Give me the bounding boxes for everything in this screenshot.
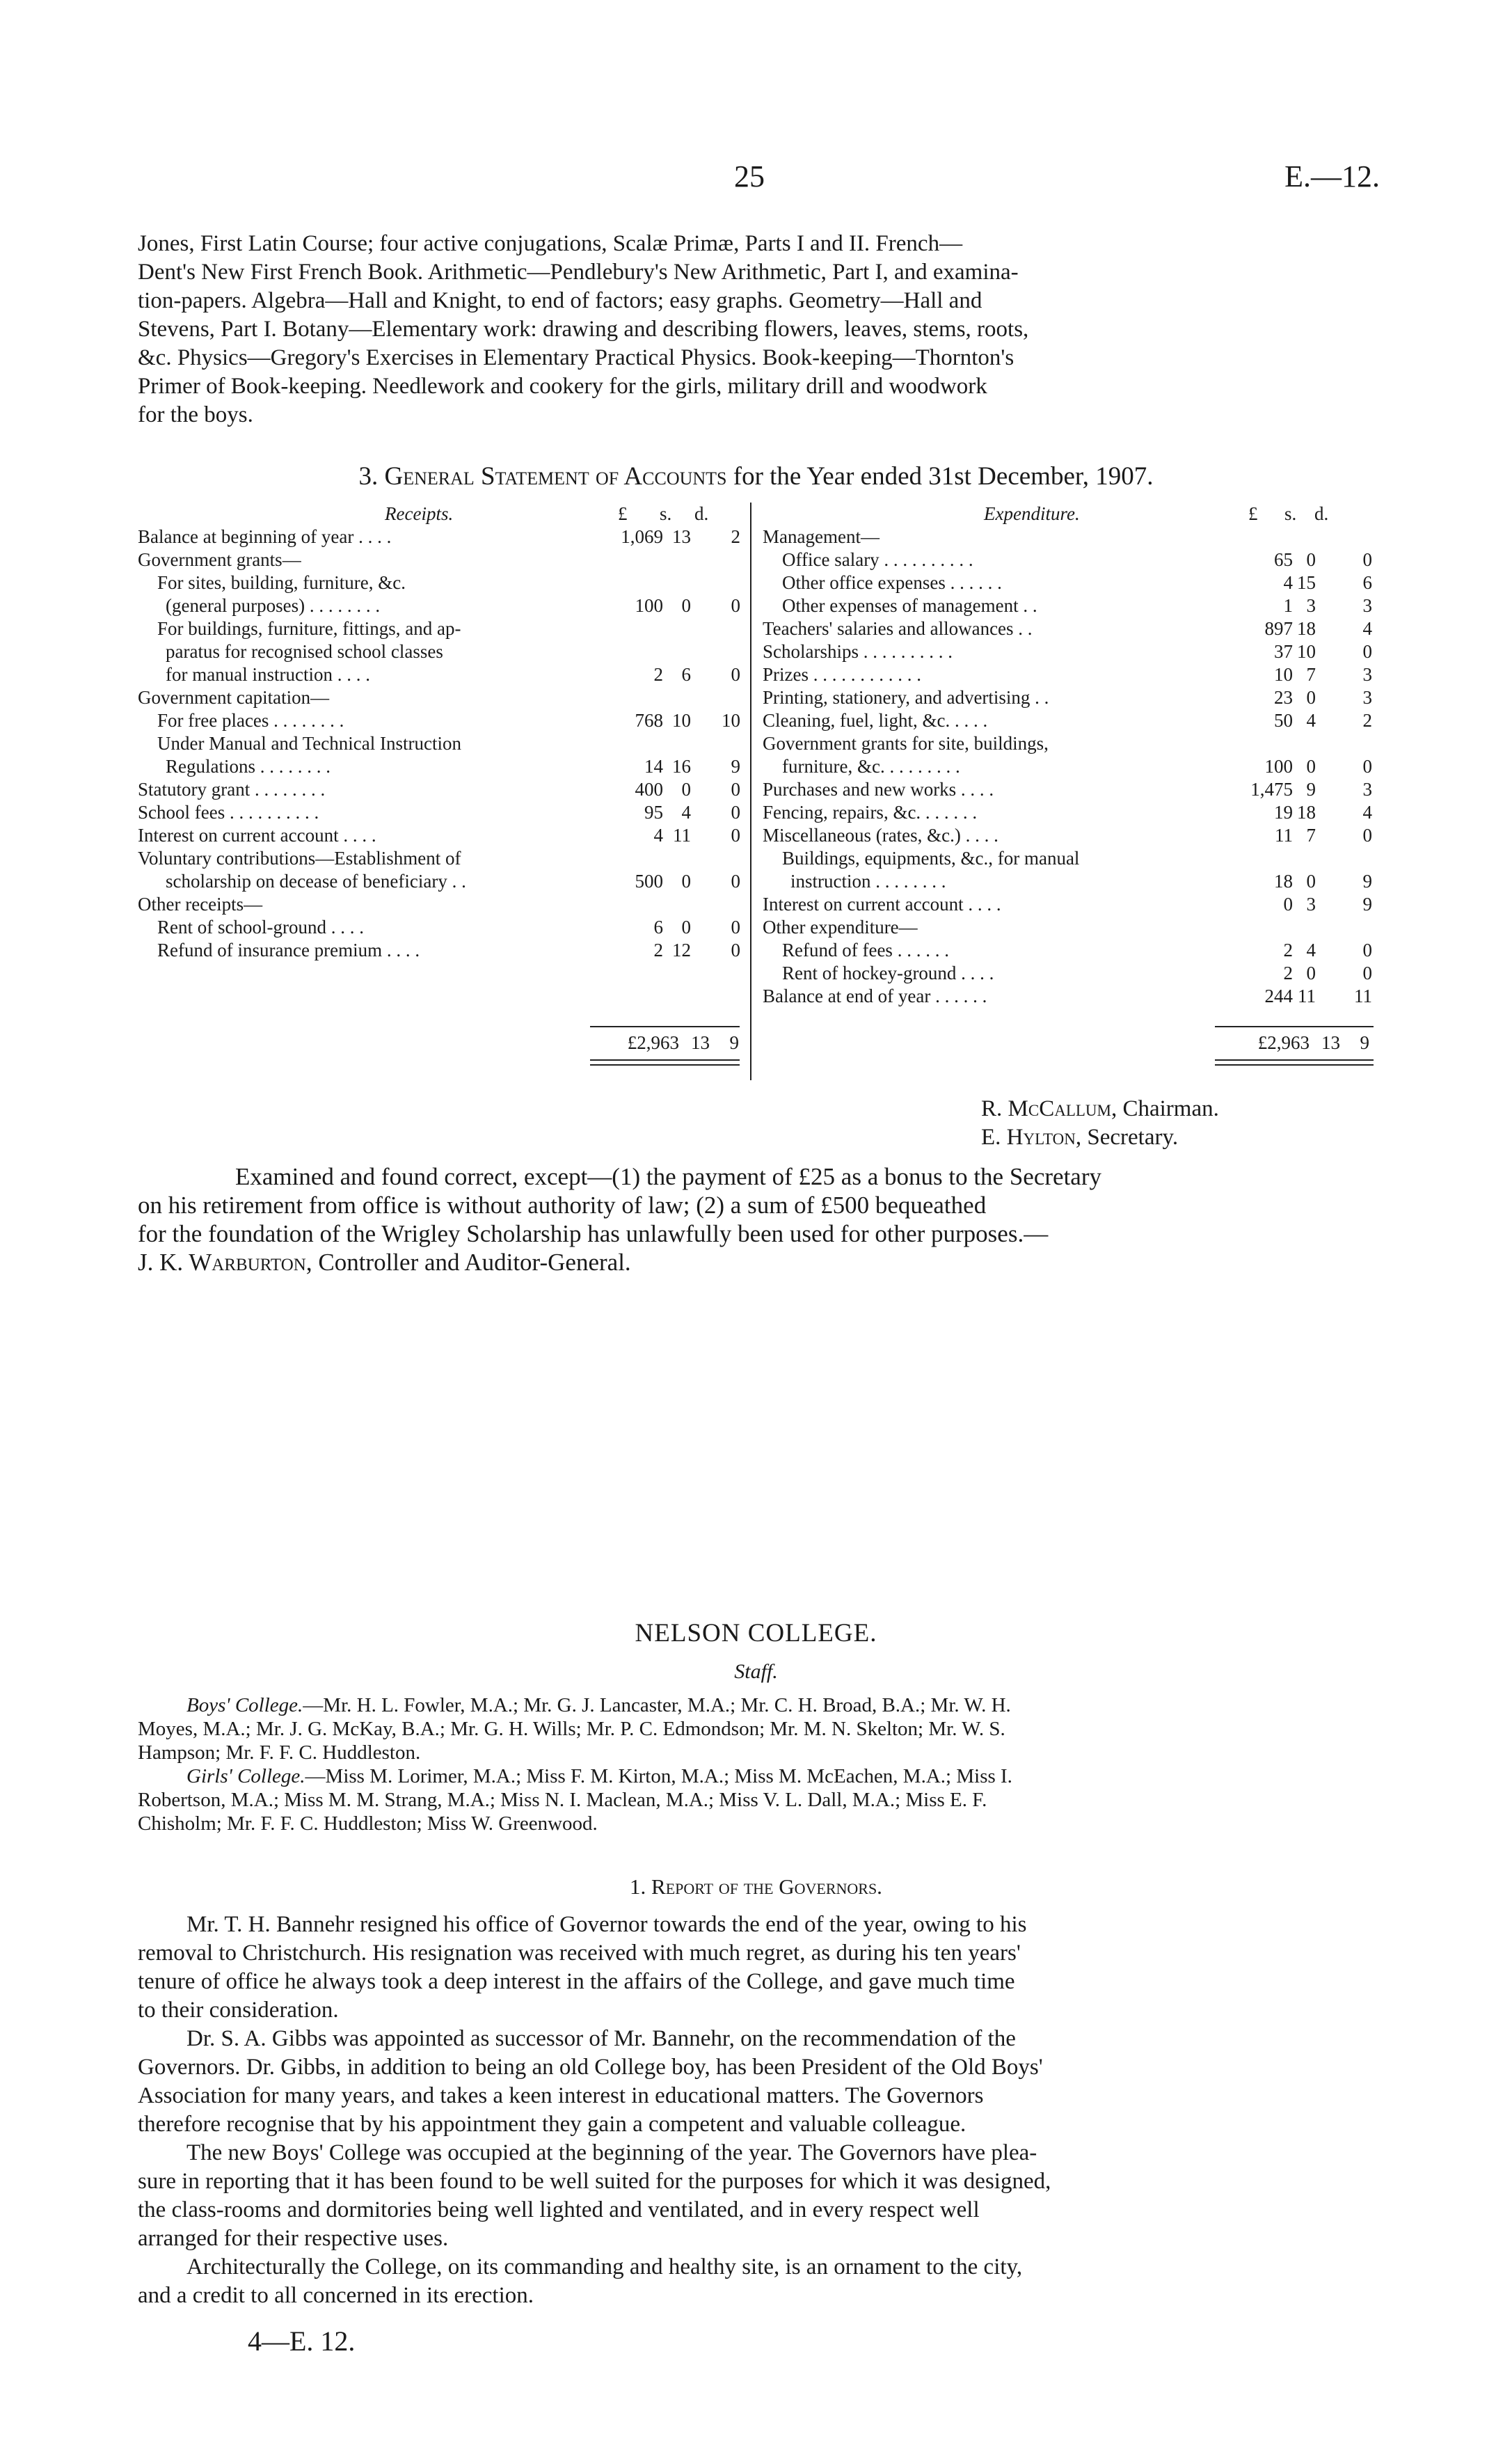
amount-pounds: 6 bbox=[653, 917, 663, 938]
row-label: Government grants for site, buildings, bbox=[763, 733, 1049, 754]
amount-pounds: 1 bbox=[1283, 595, 1293, 616]
amount-shillings: 10 bbox=[1297, 641, 1316, 662]
row-label: For buildings, furniture, fittings, and ap- bbox=[157, 618, 461, 639]
receipt-row bbox=[138, 870, 743, 893]
expenditure-total: £2,963 13 9 bbox=[1257, 1032, 1369, 1053]
expenditure-row bbox=[763, 985, 1374, 1008]
expenditure-row bbox=[763, 571, 1374, 594]
amount-shillings: 7 bbox=[1306, 825, 1316, 846]
row-label: Government grants— bbox=[138, 549, 301, 570]
receipts-total-rule bbox=[590, 1026, 740, 1027]
expenditure-row bbox=[763, 893, 1374, 916]
expenditure-row bbox=[763, 686, 1374, 709]
expenditure-row bbox=[763, 594, 1374, 617]
document-reference: E.—12. bbox=[1284, 159, 1380, 193]
amount-shillings: 0 bbox=[1306, 756, 1316, 777]
girls-college-label: Girls' College. bbox=[186, 1765, 305, 1787]
signature-secretary: E. Hylton, Secretary. bbox=[981, 1125, 1179, 1150]
expenditure-row bbox=[763, 778, 1374, 801]
amount-pounds: 14 bbox=[644, 756, 663, 777]
amount-pounds: 50 bbox=[1274, 710, 1293, 731]
amount-pounds: 0 bbox=[1283, 894, 1293, 915]
amount-pounds: 897 bbox=[1264, 618, 1293, 639]
expenditure-column bbox=[763, 525, 1374, 1008]
amount-shillings: 18 bbox=[1297, 802, 1316, 823]
page-number: 25 bbox=[734, 159, 765, 193]
amount-shillings: 3 bbox=[1306, 595, 1316, 616]
row-label: Buildings, equipments, &c., for manual bbox=[782, 848, 1080, 869]
paragraph-line: Governors. Dr. Gibbs, in addition to being an old College boy, has been President of the Old Boys' bbox=[138, 2055, 1043, 2080]
col-pence: d. bbox=[1314, 503, 1329, 524]
amount-shillings: 3 bbox=[1306, 894, 1316, 915]
amount-pence: 0 bbox=[1362, 756, 1372, 777]
row-label: Other office expenses . . . . . . bbox=[782, 572, 1002, 593]
amount-pence: 0 bbox=[1362, 963, 1372, 983]
amount-pence: 2 bbox=[1362, 710, 1372, 731]
receipt-row bbox=[138, 709, 743, 732]
amount-pence: 4 bbox=[1362, 802, 1372, 823]
paragraph-line: &c. Physics—Gregory's Exercises in Elementary Practical Physics. Book-keeping—Thornton's bbox=[138, 345, 1014, 370]
amount-pence: 0 bbox=[731, 940, 740, 961]
row-label: Miscellaneous (rates, &c.) . . . . bbox=[763, 825, 998, 846]
section-title: NELSON COLLEGE. bbox=[635, 1619, 877, 1647]
row-label: Balance at end of year . . . . . . bbox=[763, 986, 987, 1006]
receipt-row bbox=[138, 893, 743, 916]
row-label: Other expenditure— bbox=[763, 917, 918, 938]
amount-shillings: 10 bbox=[672, 710, 691, 731]
row-label: paratus for recognised school classes bbox=[166, 641, 443, 662]
amount-shillings: 12 bbox=[672, 940, 691, 961]
row-label: Government capitation— bbox=[138, 687, 330, 708]
expenditure-row bbox=[763, 847, 1374, 870]
expenditure-row bbox=[763, 732, 1374, 755]
receipt-row bbox=[138, 824, 743, 847]
amount-pounds: 4 bbox=[653, 825, 663, 846]
row-label: Under Manual and Technical Instruction bbox=[157, 733, 461, 754]
paragraph-line: for the boys. bbox=[138, 402, 253, 427]
row-label: instruction . . . . . . . . bbox=[790, 871, 946, 892]
row-label: Refund of fees . . . . . . bbox=[782, 940, 949, 961]
amount-shillings: 0 bbox=[1306, 687, 1316, 708]
paragraph-line: Stevens, Part I. Botany—Elementary work: drawing and describing flowers, leaves, stems, roots, bbox=[138, 317, 1029, 342]
amount-pounds: 11 bbox=[1275, 825, 1293, 846]
amount-pounds: 244 bbox=[1264, 986, 1293, 1006]
row-label: Voluntary contributions—Establishment of bbox=[138, 848, 461, 869]
row-label: Fencing, repairs, &c. . . . . . . bbox=[763, 802, 978, 823]
receipt-row bbox=[138, 686, 743, 709]
accounts-table bbox=[138, 503, 1374, 1087]
row-label: for manual instruction . . . . bbox=[166, 664, 370, 685]
amount-shillings: 0 bbox=[1306, 963, 1316, 983]
amount-pounds: 2 bbox=[1283, 963, 1293, 983]
amount-shillings: 4 bbox=[681, 802, 691, 823]
paragraph-line: the class-rooms and dormitories being well lighted and ventilated, and in every respect well bbox=[138, 2197, 980, 2222]
expenditure-row bbox=[763, 939, 1374, 962]
receipt-row bbox=[138, 525, 743, 548]
row-label: Scholarships . . . . . . . . . . bbox=[763, 641, 953, 662]
column-divider bbox=[750, 503, 751, 1080]
amount-shillings: 0 bbox=[681, 917, 691, 938]
amount-shillings: 0 bbox=[1306, 549, 1316, 570]
receipt-row bbox=[138, 732, 743, 755]
paragraph-line: Association for many years, and takes a keen interest in educational matters. The Governors bbox=[138, 2083, 984, 2108]
amount-pounds: 65 bbox=[1274, 549, 1293, 570]
col-pence: d. bbox=[694, 503, 709, 524]
paragraph-line: therefore recognise that by his appointment they gain a competent and valuable colleague. bbox=[138, 2112, 966, 2137]
paragraph-line: sure in reporting that it has been found to be well suited for the purposes for which it was designed, bbox=[138, 2169, 1051, 2194]
receipt-row bbox=[138, 640, 743, 663]
expenditure-row bbox=[763, 663, 1374, 686]
amount-shillings: 13 bbox=[672, 526, 691, 547]
amount-shillings: 9 bbox=[1306, 779, 1316, 800]
row-label: Other expenses of management . . bbox=[782, 595, 1037, 616]
col-shillings: s. bbox=[1284, 503, 1297, 524]
receipts-column bbox=[138, 525, 743, 962]
amount-pence: 3 bbox=[1362, 779, 1372, 800]
amount-pence: 0 bbox=[731, 871, 740, 892]
amount-pence: 0 bbox=[731, 595, 740, 616]
row-label: Interest on current account . . . . bbox=[138, 825, 376, 846]
amount-pounds: 100 bbox=[1264, 756, 1293, 777]
expenditure-row bbox=[763, 870, 1374, 893]
row-label: Printing, stationery, and advertising . . bbox=[763, 687, 1049, 708]
expenditure-row bbox=[763, 640, 1374, 663]
col-pounds: £ bbox=[618, 503, 628, 524]
amount-pence: 0 bbox=[731, 825, 740, 846]
expenditure-row bbox=[763, 525, 1374, 548]
row-label: (general purposes) . . . . . . . . bbox=[166, 595, 381, 616]
row-label: School fees . . . . . . . . . . bbox=[138, 802, 319, 823]
col-shillings: s. bbox=[660, 503, 672, 524]
receipt-row bbox=[138, 571, 743, 594]
receipt-row bbox=[138, 916, 743, 939]
amount-pence: 0 bbox=[731, 917, 740, 938]
accounts-title: 3. General Statement of Accounts for the Year ended 31st December, 1907. bbox=[358, 462, 1154, 491]
amount-pounds: 2 bbox=[653, 940, 663, 961]
amount-pence: 0 bbox=[1362, 940, 1372, 961]
expenditure-heading: Expenditure. bbox=[984, 503, 1080, 524]
amount-shillings: 18 bbox=[1297, 618, 1316, 639]
amount-pence: 2 bbox=[731, 526, 740, 547]
intro-paragraph bbox=[138, 230, 1373, 429]
paragraph-line: Dr. S. A. Gibbs was appointed as successor of Mr. Bannehr, on the recommendation of the bbox=[186, 2026, 1016, 2051]
expenditure-row bbox=[763, 916, 1374, 939]
amount-pounds: 23 bbox=[1274, 687, 1293, 708]
paragraph-line: Jones, First Latin Course; four active conjugations, Scalæ Primæ, Parts I and II. French— bbox=[138, 231, 963, 256]
row-label: Teachers' salaries and allowances . . bbox=[763, 618, 1033, 639]
paragraph-line: Dent's New First French Book. Arithmetic—Pendlebury's New Arithmetic, Part I, and examina- bbox=[138, 260, 1019, 285]
amount-shillings: 0 bbox=[1306, 871, 1316, 892]
row-label: For sites, building, furniture, &c. bbox=[157, 572, 406, 593]
amount-pounds: 10 bbox=[1274, 664, 1293, 685]
amount-pence: 0 bbox=[731, 664, 740, 685]
row-label: Statutory grant . . . . . . . . bbox=[138, 779, 326, 800]
expenditure-total-double-rule bbox=[1215, 1059, 1374, 1066]
staff-heading: Staff. bbox=[734, 1660, 778, 1683]
amount-pounds: 2 bbox=[1283, 940, 1293, 961]
audit-paragraph: Examined and found correct, except—(1) the payment of £25 as a bonus to the Secretary on his retirement from office is without authority of law; (2) a sum of £500 bequeathed for the foundation of the Wrigley Scholarship has unlawfully been used for other purposes.— J. K. Warburton, Controller and Auditor-General. bbox=[138, 1163, 1101, 1276]
paragraph-line: The new Boys' College was occupied at the beginning of the year. The Governors have plea- bbox=[186, 2140, 1037, 2165]
paragraph-line: tion-papers. Algebra—Hall and Knight, to end of factors; easy graphs. Geometry—Hall and bbox=[138, 288, 982, 313]
paragraph-line: and a credit to all concerned in its erection. bbox=[138, 2283, 534, 2308]
amount-pence: 0 bbox=[1362, 641, 1372, 662]
expenditure-row bbox=[763, 755, 1374, 778]
amount-shillings: 0 bbox=[681, 779, 691, 800]
row-label: Balance at beginning of year . . . . bbox=[138, 526, 392, 547]
amount-shillings: 4 bbox=[1306, 940, 1316, 961]
amount-pence: 3 bbox=[1362, 595, 1372, 616]
receipt-row bbox=[138, 847, 743, 870]
col-pounds: £ bbox=[1248, 503, 1258, 524]
paragraph-line: arranged for their respective uses. bbox=[138, 2226, 449, 2251]
row-label: Refund of insurance premium . . . . bbox=[157, 940, 420, 961]
receipt-row bbox=[138, 663, 743, 686]
paragraph-line: Architecturally the College, on its commanding and healthy site, is an ornament to the city, bbox=[186, 2254, 1023, 2279]
amount-pounds: 768 bbox=[635, 710, 663, 731]
row-label: Interest on current account . . . . bbox=[763, 894, 1001, 915]
amount-pounds: 1,069 bbox=[621, 526, 663, 547]
amount-pence: 3 bbox=[1362, 664, 1372, 685]
amount-pounds: 95 bbox=[644, 802, 663, 823]
governors-report bbox=[138, 1911, 1373, 2310]
paragraph-line: Primer of Book-keeping. Needlework and cookery for the girls, military drill and woodwork bbox=[138, 374, 987, 399]
amount-shillings: 6 bbox=[681, 664, 691, 685]
amount-shillings: 11 bbox=[1298, 986, 1316, 1006]
report-heading: 1. Report of the Governors. bbox=[630, 1874, 882, 1899]
signature-block bbox=[981, 1095, 1219, 1152]
amount-pence: 6 bbox=[1362, 572, 1372, 593]
amount-pence: 9 bbox=[731, 756, 740, 777]
paragraph-line: Mr. T. H. Bannehr resigned his office of Governor towards the end of the year, owing to his bbox=[186, 1912, 1027, 1937]
amount-pence: 0 bbox=[1362, 549, 1372, 570]
amount-shillings: 11 bbox=[673, 825, 691, 846]
amount-pence: 0 bbox=[731, 779, 740, 800]
amount-pounds: 100 bbox=[635, 595, 663, 616]
boys-college-label: Boys' College. bbox=[186, 1694, 303, 1716]
amount-pence: 9 bbox=[1362, 871, 1372, 892]
amount-pounds: 2 bbox=[653, 664, 663, 685]
expenditure-row bbox=[763, 617, 1374, 640]
amount-shillings: 7 bbox=[1306, 664, 1316, 685]
amount-pence: 3 bbox=[1362, 687, 1372, 708]
row-label: scholarship on decease of beneficiary . . bbox=[166, 871, 466, 892]
receipt-row bbox=[138, 548, 743, 571]
expenditure-total-rule bbox=[1215, 1026, 1374, 1027]
amount-shillings: 4 bbox=[1306, 710, 1316, 731]
staff-list: Boys' College.—Mr. H. L. Fowler, M.A.; Mr. G. J. Lancaster, M.A.; Mr. C. H. Broad, B.A.; Mr. W. H. Moyes, M.A.; Mr. J. G. McKay, B.A.; Mr. G. H. Wills; Mr. P. C. Edmondson; Mr. M. N. Skelton; Mr. W. S. Hampson; Mr. F. F. C. Huddleston. Girls' College.—Miss M. Lorimer, M.A.; Miss F. M. Kirton, M.A.; Miss M. McEachen, M.A.; Miss I. Robertson, M.A.; Miss M. M. Strang, M.A.; Miss N. I. Maclean, M.A.; Miss V. L. Dall, M.A.; Miss E. F. Chisholm; Mr. F. F. C. Huddleston; Miss W. Greenwood. bbox=[138, 1694, 1012, 1835]
row-label: Prizes . . . . . . . . . . . . bbox=[763, 664, 921, 685]
amount-pounds: 37 bbox=[1274, 641, 1293, 662]
amount-pence: 4 bbox=[1362, 618, 1372, 639]
amount-shillings: 0 bbox=[681, 871, 691, 892]
row-label: For free places . . . . . . . . bbox=[157, 710, 344, 731]
signature-mark: 4—E. 12. bbox=[248, 2325, 356, 2357]
amount-pence: 0 bbox=[1362, 825, 1372, 846]
amount-pounds: 4 bbox=[1283, 572, 1293, 593]
paragraph-line: tenure of office he always took a deep interest in the affairs of the College, and gave much time bbox=[138, 1969, 1015, 1994]
expenditure-row bbox=[763, 548, 1374, 571]
amount-pence: 11 bbox=[1354, 986, 1372, 1006]
row-label: Regulations . . . . . . . . bbox=[166, 756, 331, 777]
row-label: Cleaning, fuel, light, &c. . . . . bbox=[763, 710, 988, 731]
row-label: Management— bbox=[763, 526, 880, 547]
amount-pence: 9 bbox=[1362, 894, 1372, 915]
paragraph-line: to their consideration. bbox=[138, 1998, 339, 2023]
expenditure-row bbox=[763, 824, 1374, 847]
row-label: Other receipts— bbox=[138, 894, 263, 915]
amount-shillings: 15 bbox=[1297, 572, 1316, 593]
row-label: Rent of hockey-ground . . . . bbox=[782, 963, 994, 983]
amount-pounds: 400 bbox=[635, 779, 663, 800]
amount-pence: 10 bbox=[722, 710, 740, 731]
signature-chairman: R. McCallum, Chairman. bbox=[981, 1096, 1219, 1121]
amount-pounds: 1,475 bbox=[1250, 779, 1293, 800]
receipts-total-double-rule bbox=[590, 1059, 740, 1066]
receipts-total: £2,963 13 9 bbox=[627, 1032, 739, 1053]
receipt-row bbox=[138, 778, 743, 801]
row-label: Purchases and new works . . . . bbox=[763, 779, 994, 800]
expenditure-row bbox=[763, 709, 1374, 732]
row-label: Office salary . . . . . . . . . . bbox=[782, 549, 973, 570]
paragraph-line: removal to Christchurch. His resignation was received with much regret, as during his ten years' bbox=[138, 1941, 1021, 1966]
amount-shillings: 0 bbox=[681, 595, 691, 616]
row-label: Rent of school-ground . . . . bbox=[157, 917, 364, 938]
receipt-row bbox=[138, 939, 743, 962]
amount-pounds: 18 bbox=[1274, 871, 1293, 892]
receipt-row bbox=[138, 801, 743, 824]
receipt-row bbox=[138, 594, 743, 617]
receipt-row bbox=[138, 755, 743, 778]
amount-pounds: 500 bbox=[635, 871, 663, 892]
receipts-heading: Receipts. bbox=[385, 503, 454, 524]
amount-pounds: 19 bbox=[1274, 802, 1293, 823]
receipt-row bbox=[138, 617, 743, 640]
expenditure-row bbox=[763, 962, 1374, 985]
amount-shillings: 16 bbox=[672, 756, 691, 777]
expenditure-row bbox=[763, 801, 1374, 824]
amount-pence: 0 bbox=[731, 802, 740, 823]
row-label: furniture, &c. . . . . . . . . bbox=[782, 756, 960, 777]
